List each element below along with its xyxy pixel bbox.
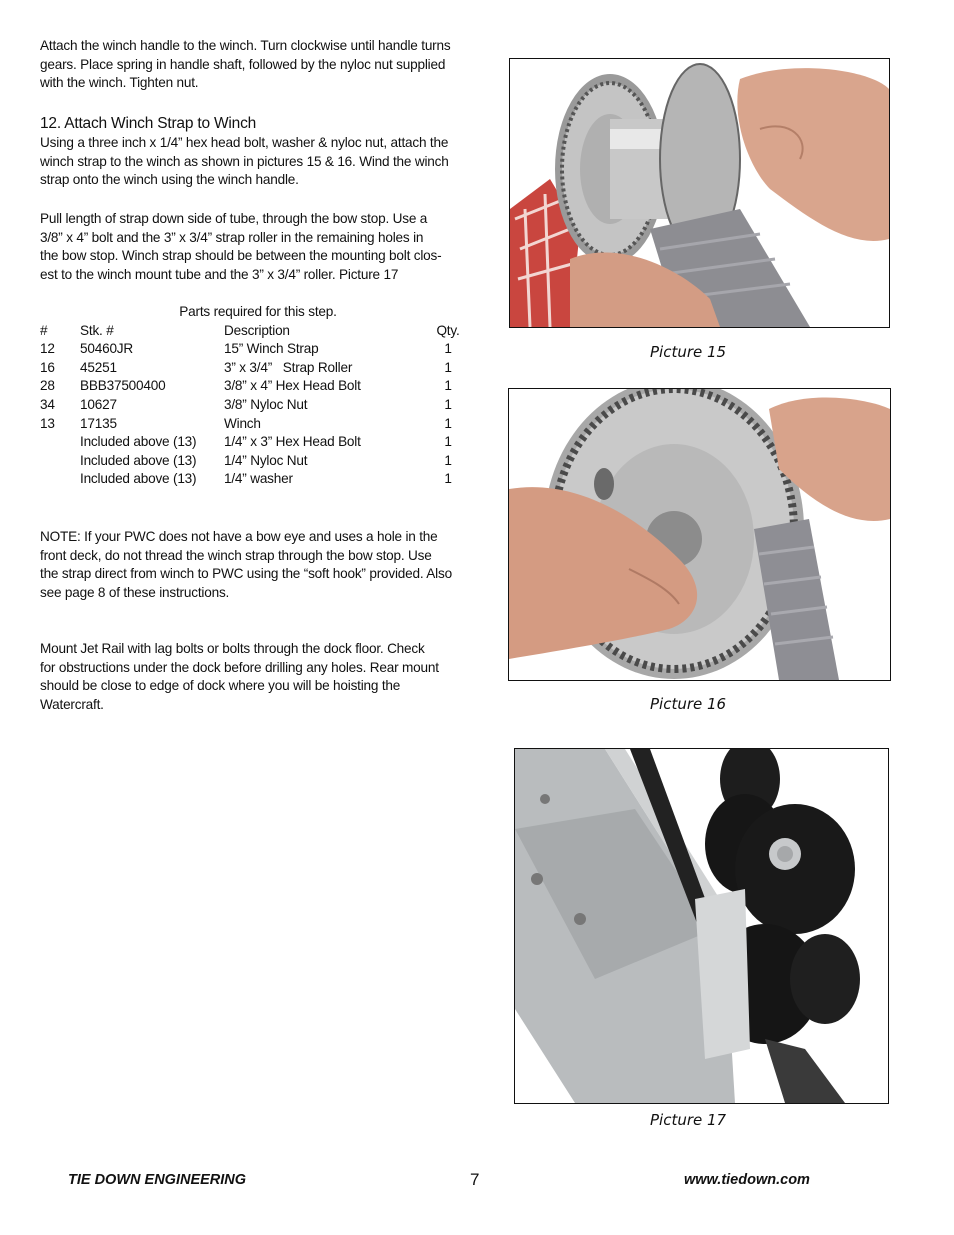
parts-header-row	[40, 322, 476, 341]
winch-bolt-illustration	[509, 389, 890, 680]
cell-stock: 10627	[80, 396, 117, 412]
picture-15-caption: Picture 15	[650, 343, 727, 361]
header-description: Description	[224, 322, 290, 338]
cell-qty: 1	[444, 341, 452, 357]
step12-line: est to the winch mount tube and the 3” x 3/4” roller. Picture 17	[40, 266, 399, 282]
note-line: the strap direct from winch to PWC using the “soft hook” provided. Also	[40, 566, 452, 582]
step12-line: strap onto the winch using the winch handle.	[40, 172, 299, 188]
mount-line: should be close to edge of dock where you will be hoisting the	[40, 678, 401, 694]
footer-url: www.tiedown.com	[684, 1172, 810, 1188]
bow-stop-roller-illustration	[515, 749, 888, 1103]
table-row	[40, 359, 476, 378]
cell-num: 28	[40, 378, 55, 394]
cell-qty: 1	[444, 434, 452, 450]
intro-paragraph	[40, 37, 480, 93]
table-row	[40, 433, 476, 452]
step12-line: Using a three inch x 1/4” hex head bolt, washer & nyloc nut, attach the	[40, 135, 449, 150]
page-number: 7	[470, 1170, 480, 1189]
parts-title: Parts required for this step.	[179, 304, 337, 319]
cell-stock: 50460JR	[80, 341, 134, 357]
intro-line: Attach the winch handle to the winch. Turn clockwise until handle turns	[40, 38, 451, 53]
cell-stock: 45251	[80, 359, 117, 375]
cell-num	[40, 452, 80, 471]
step12-line: winch strap to the winch as shown in pictures 15 & 16. Wind the winch	[40, 153, 449, 169]
cell-description: 1/4” Nyloc Nut	[224, 452, 308, 468]
cell-num: 34	[40, 396, 55, 412]
picture-17-photo	[514, 748, 889, 1104]
parts-section	[40, 303, 480, 489]
cell-qty: 1	[444, 378, 452, 394]
cell-num: 13	[40, 415, 55, 431]
note-paragraph	[40, 528, 480, 602]
cell-qty: 1	[444, 359, 452, 375]
cell-qty: 1	[444, 452, 452, 468]
cell-description: 3/8” x 4” Hex Head Bolt	[224, 378, 361, 394]
header-num: #	[40, 322, 48, 338]
step12-heading: 12. Attach Winch Strap to Winch	[40, 115, 257, 132]
picture-16-photo	[508, 388, 891, 681]
step12-section	[40, 114, 480, 190]
cell-description: Winch	[224, 415, 261, 431]
footer-company: TIE DOWN ENGINEERING	[68, 1172, 247, 1188]
table-row	[40, 396, 476, 415]
table-row	[40, 470, 476, 489]
intro-line: with the winch. Tighten nut.	[40, 75, 199, 91]
cell-num: 12	[40, 341, 55, 357]
step12-line: the bow stop. Winch strap should be between the mounting bolt clos-	[40, 248, 442, 264]
step12-line: 3/8” x 4” bolt and the 3” x 3/4” strap roller in the remaining holes in	[40, 229, 424, 245]
cell-description: 3/8” Nyloc Nut	[224, 396, 308, 412]
cell-qty: 1	[444, 415, 452, 431]
table-row	[40, 452, 476, 471]
cell-num	[40, 433, 80, 452]
cell-qty: 1	[444, 396, 452, 412]
cell-stock: Included above (13)	[80, 452, 197, 468]
mount-line: Mount Jet Rail with lag bolts or bolts through the dock floor. Check	[40, 641, 425, 656]
cell-description: 15” Winch Strap	[224, 341, 319, 357]
intro-line: gears. Place spring in handle shaft, followed by the nyloc nut supplied	[40, 56, 446, 72]
cell-num: 16	[40, 359, 55, 375]
cell-description: 1/4” washer	[224, 471, 293, 487]
step12-paragraph-2	[40, 210, 480, 284]
winch-hands-illustration	[510, 59, 889, 327]
cell-stock: Included above (13)	[80, 434, 197, 450]
cell-qty: 1	[444, 471, 452, 487]
note-line: NOTE: If your PWC does not have a bow eye and uses a hole in the	[40, 529, 438, 544]
table-row	[40, 415, 476, 434]
cell-description: 1/4” x 3” Hex Head Bolt	[224, 434, 361, 450]
picture-16-caption: Picture 16	[650, 695, 727, 713]
cell-description: 3” x 3/4” Strap Roller	[224, 359, 353, 375]
header-qty: Qty.	[436, 322, 460, 338]
cell-num	[40, 470, 80, 489]
cell-stock: BBB37500400	[80, 378, 166, 394]
mount-paragraph	[40, 640, 480, 714]
picture-17-caption: Picture 17	[650, 1111, 727, 1129]
picture-15-photo	[509, 58, 890, 328]
header-stock: Stk. #	[80, 322, 114, 338]
table-row	[40, 377, 476, 396]
mount-line: for obstructions under the dock before drilling any holes. Rear mount	[40, 659, 439, 675]
note-line: see page 8 of these instructions.	[40, 584, 230, 600]
step12-line: Pull length of strap down side of tube, through the bow stop. Use a	[40, 211, 428, 226]
table-row	[40, 340, 476, 359]
cell-stock: 17135	[80, 415, 117, 431]
note-line: front deck, do not thread the winch strap through the bow stop. Use	[40, 547, 432, 563]
cell-stock: Included above (13)	[80, 471, 197, 487]
mount-line: Watercraft.	[40, 696, 104, 712]
parts-table	[40, 322, 476, 489]
